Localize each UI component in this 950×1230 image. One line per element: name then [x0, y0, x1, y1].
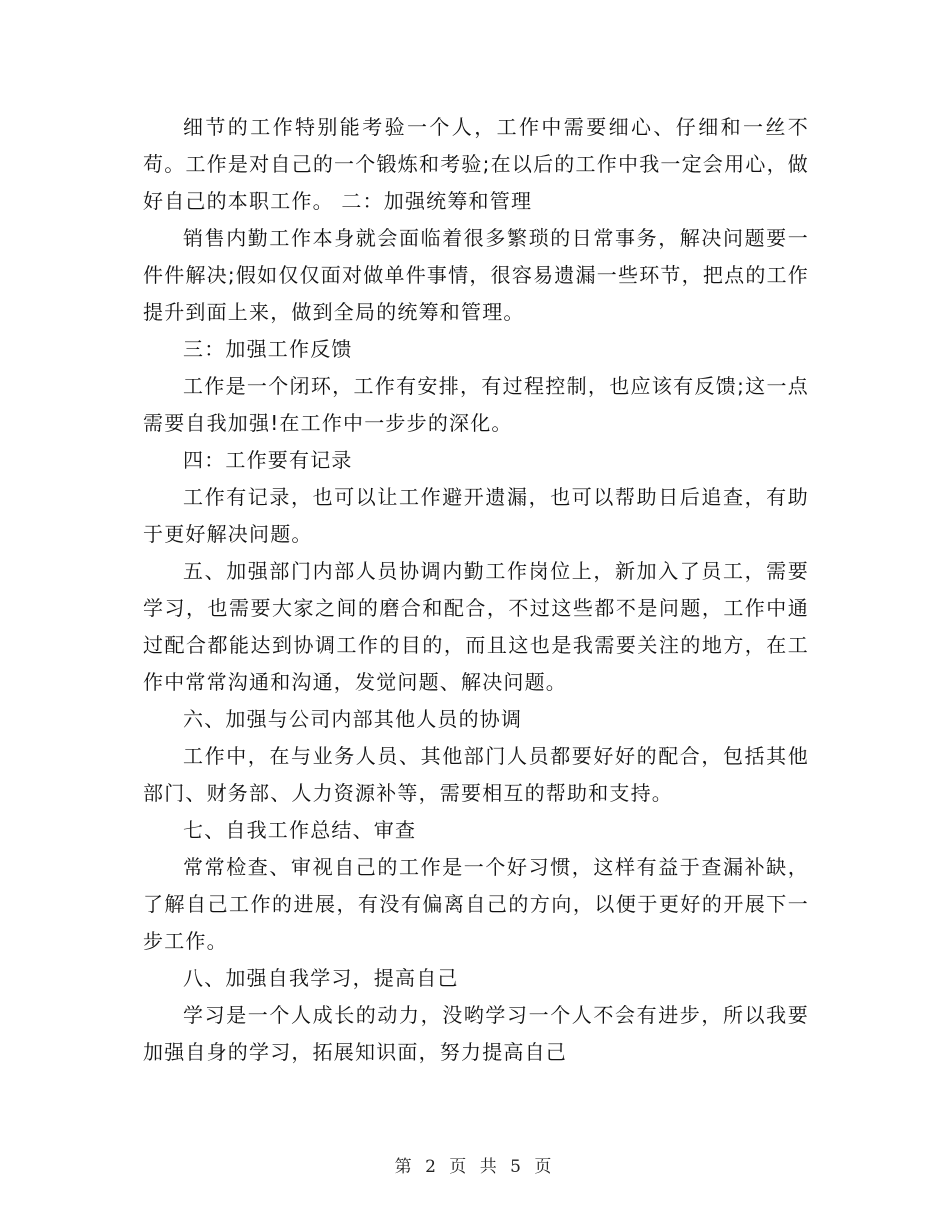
section-heading-7: 七、自我工作总结、审查: [183, 818, 417, 842]
section-heading-4: 四：工作要有记录: [183, 448, 353, 472]
document-body: [143, 109, 809, 1071]
section-heading-6: 六、加强与公司内部其他人员的协调: [183, 707, 523, 731]
paragraph-1: 细节的工作特别能考验一个人，工作中需要细心、仔细和一丝不苟。工作是对自己的一个锻炼和考验;在以后的工作中我一定会用心，做好自己的本职工作。 二：加强统筹和管理: [143, 115, 809, 213]
paragraph-6: 工作中，在与业务人员、其他部门人员都要好好的配合，包括其他部门、财务部、人力资源补等，需要相互的帮助和支持。: [143, 744, 809, 805]
paragraph-3: 工作是一个闭环，工作有安排，有过程控制，也应该有反馈;这一点需要自我加强!在工作中一步步的深化。: [143, 374, 809, 435]
paragraph-4: 工作有记录，也可以让工作避开遗漏，也可以帮助日后追查，有助于更好解决问题。: [143, 485, 809, 546]
page-number-footer: 第 2 页 共 5 页: [394, 1157, 556, 1177]
paragraph-5: 五、加强部门内部人员协调内勤工作岗位上，新加入了员工，需要学习，也需要大家之间的磨合和配合，不过这些都不是问题，工作中通过配合都能达到协调工作的目的，而且这也是我需要关注的地方，在工作中常常沟通和沟通，发觉问题、解决问题。: [143, 559, 809, 694]
paragraph-7: 常常检查、审视自己的工作是一个好习惯，这样有益于查漏补缺，了解自己工作的进展，有没有偏离自己的方向，以便于更好的开展下一步工作。: [143, 855, 809, 953]
section-heading-3: 三：加强工作反馈: [183, 337, 353, 361]
paragraph-2: 销售内勤工作本身就会面临着很多繁琐的日常事务，解决问题要一件件解决;假如仅仅面对做单件事情，很容易遗漏一些环节，把点的工作提升到面上来，做到全局的统筹和管理。: [143, 226, 809, 324]
section-heading-8: 八、加强自我学习，提高自己: [183, 966, 459, 990]
paragraph-8: 学习是一个人成长的动力，没哟学习一个人不会有进步，所以我要加强自身的学习，拓展知识面，努力提高自己: [143, 1003, 809, 1064]
